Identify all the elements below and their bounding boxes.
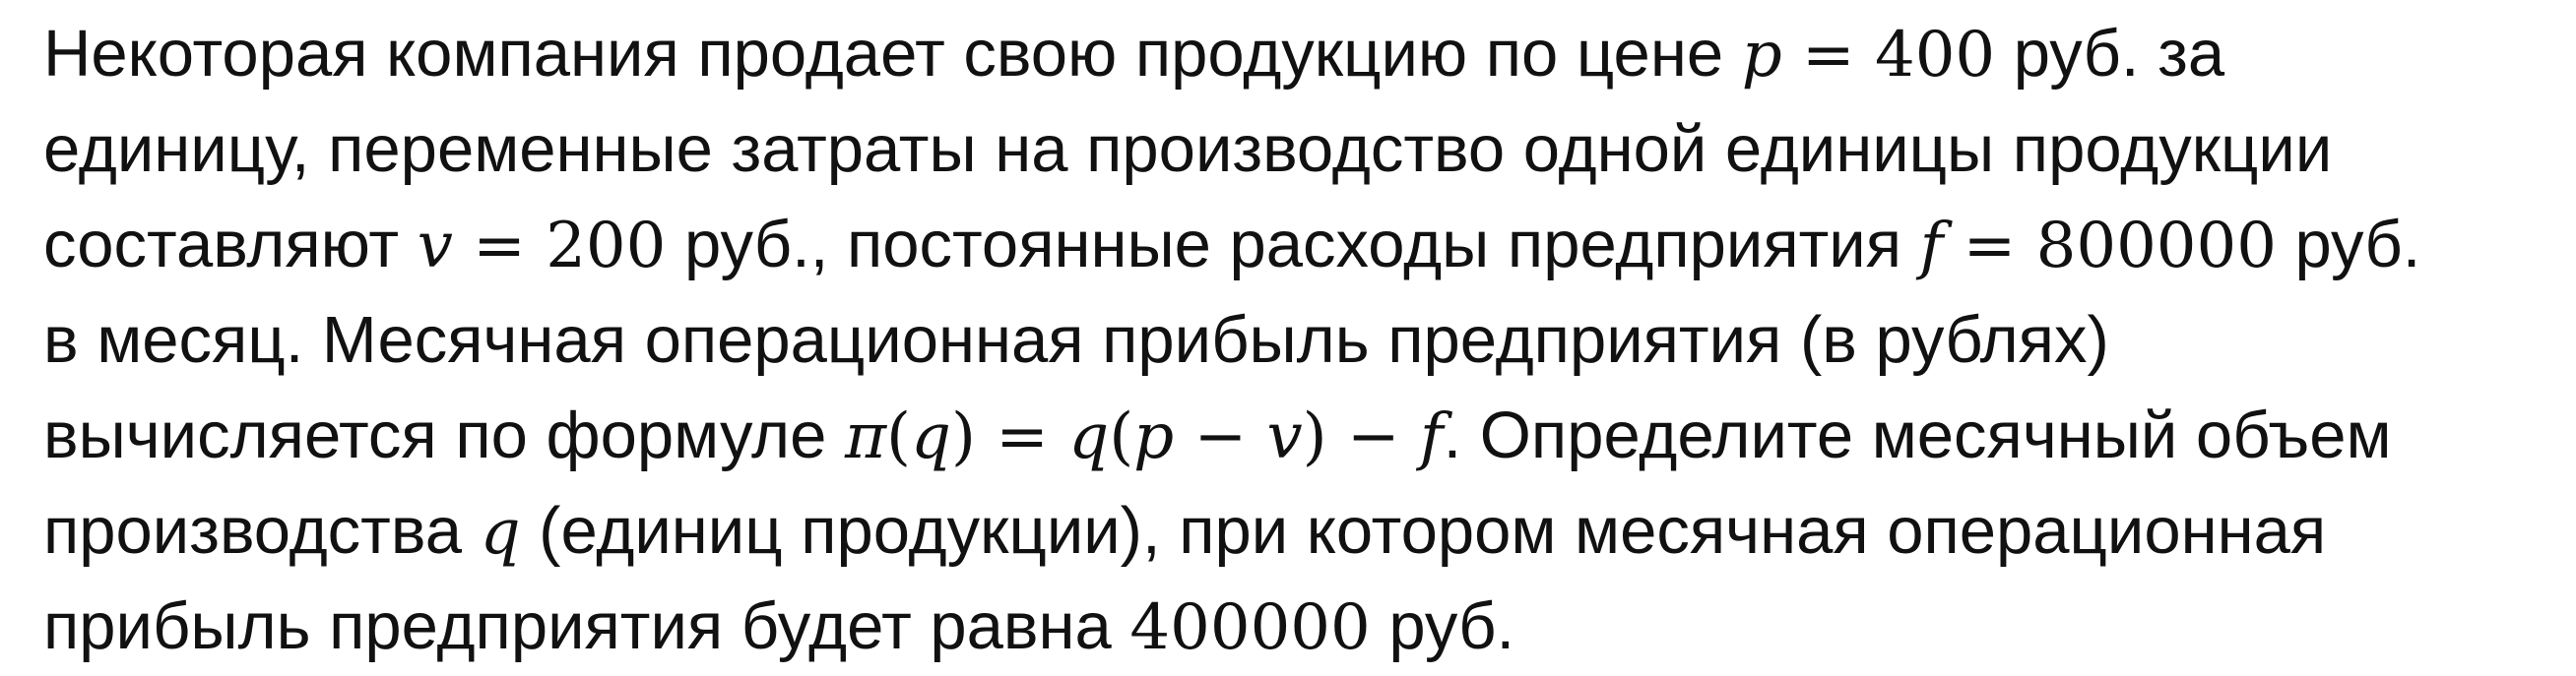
text-span: производства xyxy=(43,494,481,568)
math-variable: v xyxy=(417,210,453,282)
text-span: руб., постоянные расходы предприятия xyxy=(666,208,1920,281)
math-formula: f = 800000 xyxy=(1919,210,2277,282)
text-line-1 xyxy=(43,6,2564,101)
math-formula: 400000 xyxy=(1129,591,1371,664)
text-span: руб. xyxy=(2276,208,2421,281)
text-line-6 xyxy=(43,483,2564,579)
text-line-5 xyxy=(43,388,2564,483)
text-span: единицу, переменные затраты на производство одной единицы продукции xyxy=(43,112,2333,186)
math-variable: f xyxy=(1919,210,1944,282)
text-span: вычисляется по формуле xyxy=(43,399,845,472)
text-line-3 xyxy=(43,197,2564,292)
math-formula xyxy=(481,496,521,569)
text-span: составляют xyxy=(43,208,418,281)
math-variable: π xyxy=(844,400,887,473)
math-formula: π(q) = q(p − v) − f xyxy=(844,400,1444,473)
math-variable: p xyxy=(1133,400,1175,473)
math-variable: v xyxy=(1266,400,1303,473)
text-line-2 xyxy=(43,101,2564,197)
math-formula: p = 400 xyxy=(1741,19,1996,92)
text-line-7 xyxy=(43,579,2564,674)
math-variable: f xyxy=(1419,400,1444,473)
text-span: (единиц продукции), при котором месячная операционная xyxy=(520,494,2327,568)
math-formula: v = 200 xyxy=(417,210,667,282)
math-variable: q xyxy=(1068,400,1110,473)
text-span: прибыль предприятия будет равна xyxy=(43,589,1130,663)
text-span: . Определите месячный объем xyxy=(1443,399,2392,472)
math-variable: q xyxy=(910,400,951,473)
text-span: в месяц. Месячная операционная прибыль предприятия (в рублях) xyxy=(43,303,2109,377)
math-variable: p xyxy=(1741,19,1782,92)
text-span: руб. xyxy=(1370,589,1515,663)
problem-text xyxy=(43,6,2564,674)
text-line-4 xyxy=(43,292,2564,388)
math-variable: q xyxy=(480,496,521,569)
text-span: руб. за xyxy=(1995,17,2225,91)
text-span: Некоторая компания продает свою продукцию по цене xyxy=(43,17,1742,91)
